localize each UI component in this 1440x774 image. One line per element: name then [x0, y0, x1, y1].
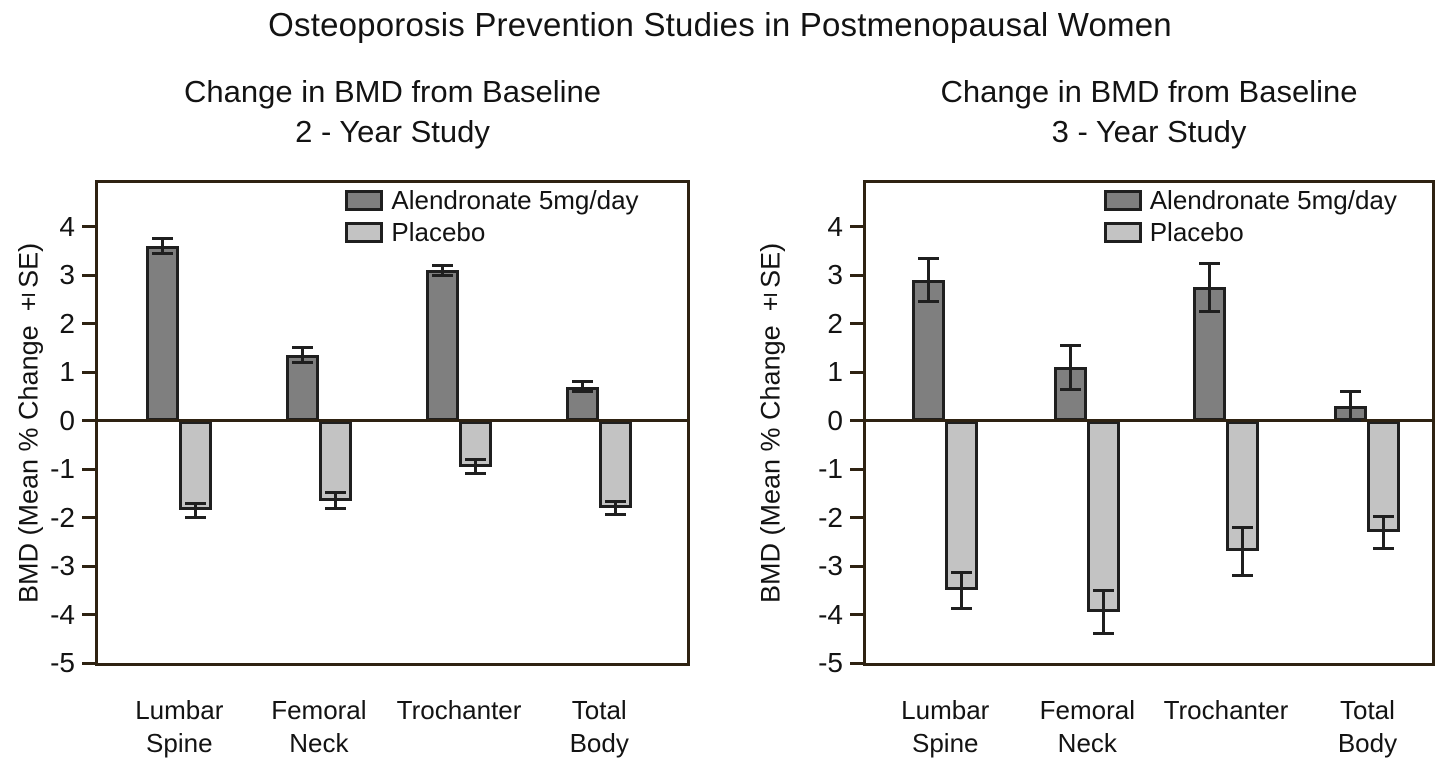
y-tick-label: 1 — [59, 356, 75, 388]
y-tick — [82, 468, 95, 471]
y-tick — [850, 662, 863, 665]
chart-panel-3-year — [720, 0, 1440, 774]
y-tick-label: -5 — [818, 647, 843, 678]
y-tick — [850, 225, 863, 228]
y-tick — [850, 274, 863, 277]
y-tick — [82, 225, 95, 228]
y-tick — [82, 322, 95, 325]
legend-swatch-placebo — [1104, 222, 1142, 243]
category-label-line: Femoral — [1039, 695, 1135, 725]
y-tick-label: -5 — [50, 647, 75, 678]
category-label-line: Neck — [289, 728, 349, 758]
error-bar-cap — [325, 507, 346, 510]
error-bar-cap — [605, 513, 626, 516]
x-axis-labels — [720, 694, 1440, 774]
error-bar-cap — [1199, 262, 1220, 265]
error-bar-cap — [572, 380, 593, 383]
error-bar-cap — [152, 252, 173, 255]
x-axis-labels — [0, 694, 720, 774]
error-bar-cap — [918, 300, 939, 303]
error-bar-cap — [1232, 526, 1253, 529]
bar-alendronate-5mg-day-trochanter — [426, 270, 459, 420]
y-tick — [850, 613, 863, 616]
legend-item-alendronate-5mg-day — [1104, 187, 1397, 214]
legend-swatch-alendronate-5mg-day — [1104, 190, 1142, 211]
error-bar-cap — [185, 516, 206, 519]
error-bar-cap — [325, 491, 346, 494]
legend-label: Alendronate 5mg/day — [391, 185, 639, 215]
figure-title: Osteoporosis Prevention Studies in Postmenopausal Women — [268, 6, 1172, 43]
error-bar-cap — [951, 571, 972, 574]
error-bar-cap — [918, 257, 939, 260]
error-bar-cap — [152, 237, 173, 240]
y-tick-label: 2 — [827, 307, 843, 339]
chart-title-line2: 3 - Year Study — [1051, 114, 1247, 149]
y-tick — [850, 468, 863, 471]
error-bar-cap — [1340, 390, 1361, 393]
error-bar-cap — [185, 502, 206, 505]
y-tick-label: 0 — [59, 404, 75, 436]
bar-placebo-femoral-neck — [1087, 421, 1120, 613]
category-label-line: Body — [1337, 728, 1398, 758]
category-label-line: Spine — [146, 728, 213, 758]
plot-area — [95, 180, 690, 666]
category-label-line: Body — [569, 728, 629, 758]
category-label-line: Lumbar — [901, 695, 990, 725]
y-tick — [850, 419, 863, 422]
error-bar-cap — [465, 472, 486, 475]
error-bar-line — [1241, 527, 1244, 575]
y-tick-label: -1 — [50, 453, 75, 485]
y-tick-label: -3 — [50, 550, 75, 582]
y-axis-label: BMD (Mean % Change ±SE) — [755, 242, 786, 604]
y-tick-label: 0 — [827, 404, 843, 436]
error-bar-line — [1102, 590, 1105, 634]
error-bar-cap — [1199, 310, 1220, 313]
y-tick — [82, 613, 95, 616]
legend-item-placebo — [345, 219, 638, 246]
chart-title-line1: Change in BMD from Baseline — [940, 74, 1358, 109]
bar-placebo-lumbar-spine — [179, 421, 212, 511]
error-bar-line — [927, 258, 930, 302]
y-tick — [850, 516, 863, 519]
chart-title — [863, 72, 1435, 152]
error-bar-cap — [572, 390, 593, 393]
y-tick-label: 4 — [59, 210, 75, 242]
y-tick-label: 4 — [827, 210, 843, 242]
error-bar-line — [960, 572, 963, 608]
y-tick-label: -4 — [50, 598, 75, 630]
bar-alendronate-5mg-day-femoral-neck — [286, 355, 319, 420]
category-label-line: Neck — [1057, 728, 1117, 758]
error-bar-cap — [1373, 515, 1394, 518]
chart-title-line1: Change in BMD from Baseline — [184, 74, 601, 109]
category-label-line: Trochanter — [396, 695, 522, 725]
error-bar-line — [1069, 345, 1072, 389]
y-tick — [82, 274, 95, 277]
error-bar-cap — [292, 346, 313, 349]
y-tick-label: -1 — [818, 453, 843, 485]
category-label-line: Total — [1340, 695, 1395, 725]
zero-axis-line — [98, 419, 687, 422]
bar-placebo-lumbar-spine — [945, 421, 978, 591]
error-bar-cap — [605, 500, 626, 503]
category-label-line: Femoral — [271, 695, 367, 725]
error-bar-cap — [1060, 388, 1081, 391]
chart-title-line2: 2 - Year Study — [295, 114, 490, 149]
y-tick — [82, 419, 95, 422]
plot-area — [863, 180, 1435, 666]
legend-label: Alendronate 5mg/day — [1149, 185, 1397, 215]
error-bar-cap — [1093, 589, 1114, 592]
error-bar-cap — [1093, 632, 1114, 635]
legend-swatch-placebo — [345, 222, 383, 243]
error-bar-cap — [432, 274, 453, 277]
legend-label: Placebo — [1149, 217, 1244, 247]
category-label-line: Spine — [911, 728, 979, 758]
error-bar-line — [1382, 516, 1385, 548]
bar-placebo-total-body — [599, 421, 632, 508]
legend-swatch-alendronate-5mg-day — [345, 190, 383, 211]
legend — [1104, 187, 1397, 251]
error-bar-cap — [1232, 574, 1253, 577]
error-bar-cap — [465, 458, 486, 461]
error-bar-cap — [951, 607, 972, 610]
error-bar-cap — [292, 361, 313, 364]
legend — [345, 187, 638, 251]
y-tick-label: 3 — [827, 259, 843, 291]
legend-label: Placebo — [391, 217, 486, 247]
category-label-line: Lumbar — [135, 695, 224, 725]
y-tick-label: -3 — [818, 550, 843, 582]
legend-item-placebo — [1104, 219, 1397, 246]
error-bar-cap — [1060, 344, 1081, 347]
error-bar-line — [1208, 263, 1211, 311]
error-bar-cap — [1340, 419, 1361, 422]
error-bar-line — [1349, 391, 1352, 420]
category-label-total-body — [511, 694, 687, 760]
y-tick-label: 3 — [59, 259, 75, 291]
y-tick-label: 2 — [59, 307, 75, 339]
category-label-line: Total — [571, 695, 627, 725]
y-tick — [82, 371, 95, 374]
y-tick-label: -4 — [818, 598, 843, 630]
category-label-line: Trochanter — [1163, 695, 1289, 725]
category-label-total-body — [1279, 694, 1440, 760]
error-bar-cap — [432, 264, 453, 267]
y-tick — [850, 371, 863, 374]
y-tick-label: -2 — [818, 501, 843, 533]
bar-alendronate-5mg-day-lumbar-spine — [146, 246, 179, 421]
y-tick — [82, 662, 95, 665]
y-axis-label: BMD (Mean % Change ±SE) — [13, 242, 44, 604]
legend-item-alendronate-5mg-day — [345, 187, 638, 214]
chart-title — [95, 72, 690, 152]
y-tick — [850, 322, 863, 325]
y-tick — [82, 516, 95, 519]
y-tick — [850, 565, 863, 568]
y-tick — [82, 565, 95, 568]
error-bar-cap — [1373, 547, 1394, 550]
y-tick-label: -2 — [50, 501, 75, 533]
bar-placebo-femoral-neck — [319, 421, 352, 501]
y-tick-label: 1 — [827, 356, 843, 388]
